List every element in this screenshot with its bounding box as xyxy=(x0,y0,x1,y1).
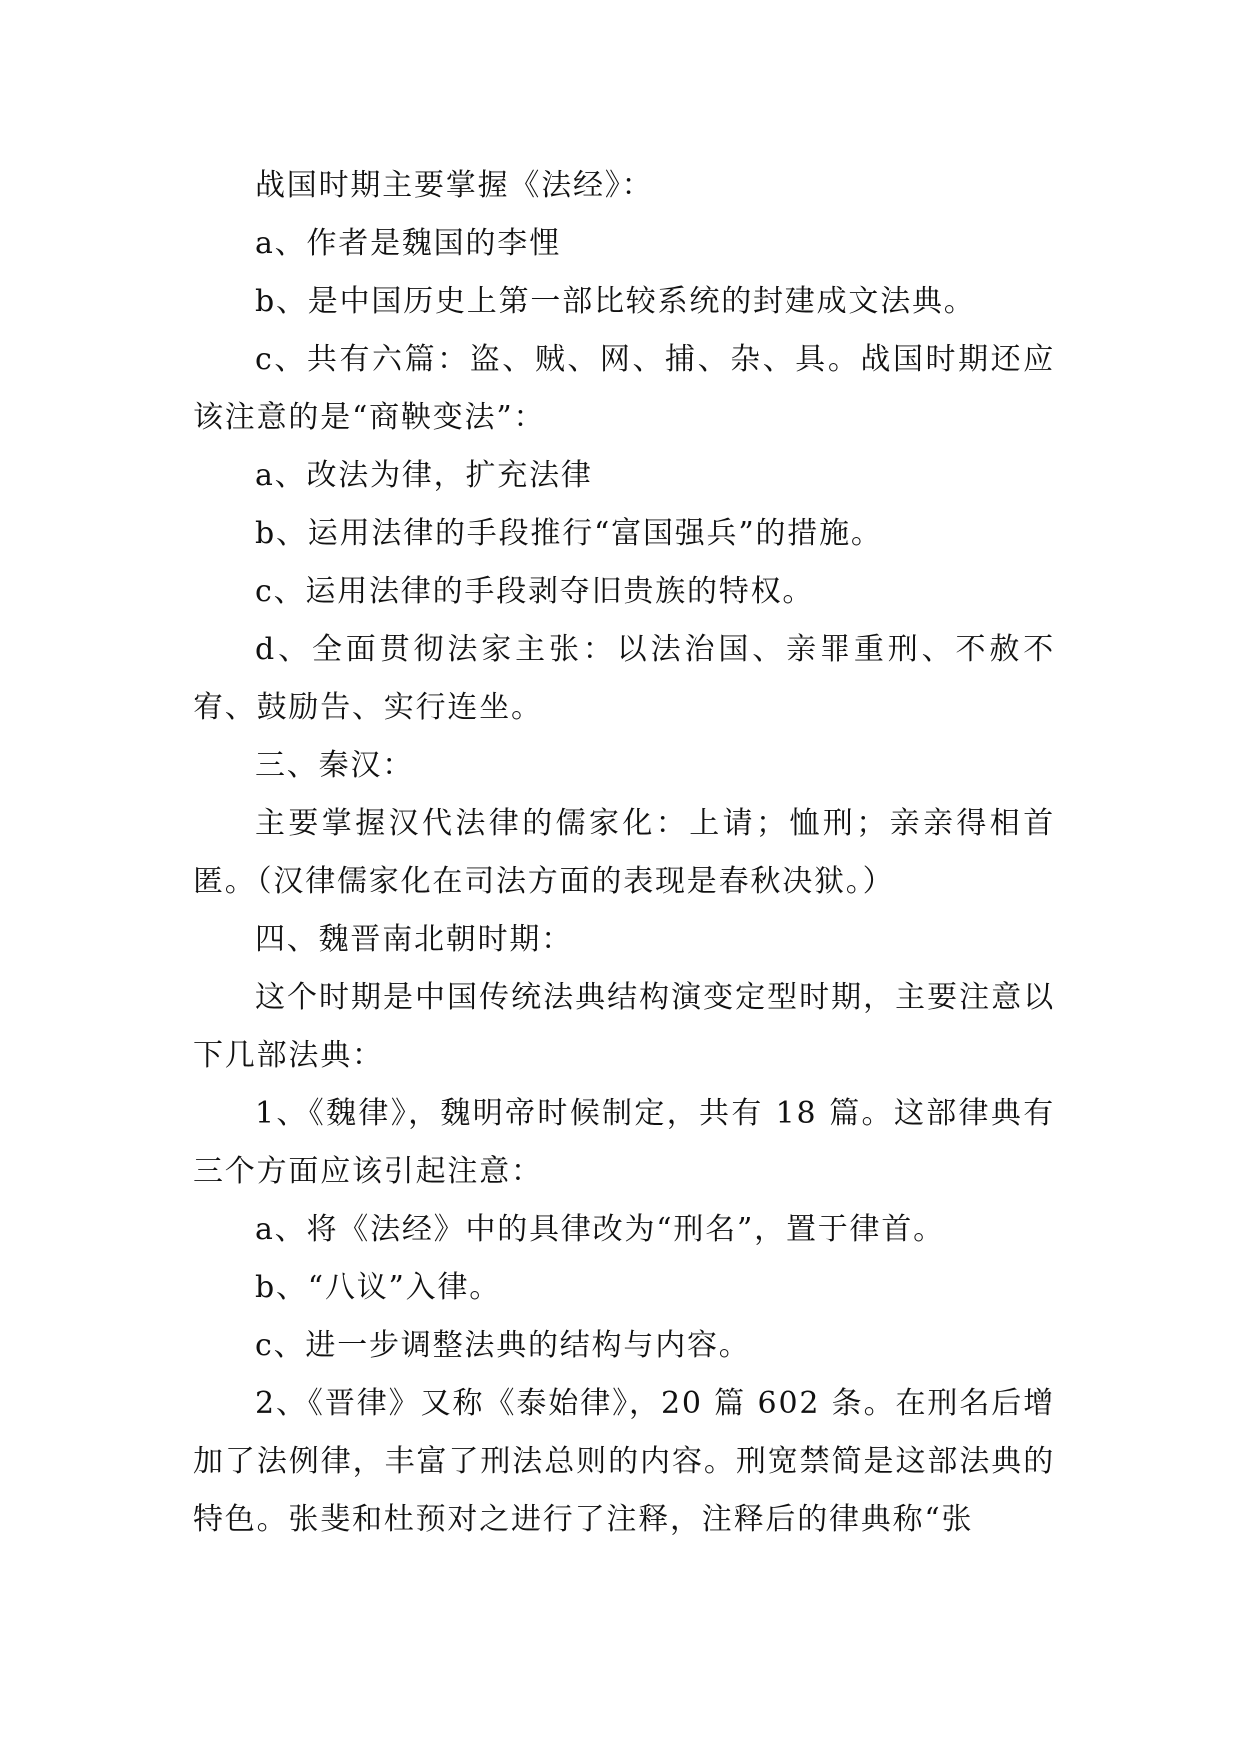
paragraph-shangyang-reform-d: d、全面贯彻法家主张：以法治国、亲罪重刑、不赦不宥、鼓励告、实行连坐。 xyxy=(193,632,1055,725)
paragraph-wei-jin-intro: 这个时期是中国传统法典结构演变定型时期，主要注意以下几部法典： xyxy=(193,980,1055,1073)
paragraph-weilv-c: c、进一步调整法典的结构与内容。 xyxy=(255,1328,751,1363)
paragraph-han-confucianization: 主要掌握汉代法律的儒家化：上请；恤刑；亲亲得相首匿。（汉律儒家化在司法方面的表现是春秋决狱。） xyxy=(193,806,1055,899)
paragraph-warring-states-fajing: 战国时期主要掌握《法经》： xyxy=(255,168,654,203)
paragraph-shangyang-reform-a: a、改法为律，扩充法律 xyxy=(255,458,593,493)
heading-qin-han: 三、秦汉： xyxy=(255,748,414,783)
paragraph-fajing-author: a、作者是魏国的李悝 xyxy=(255,226,561,261)
paragraph-fajing-six-chapters: c、共有六篇：盗、贼、网、捕、杂、具。战国时期还应该注意的是“商鞅变法”： xyxy=(193,342,1055,435)
paragraph-weilv-b: b、“八议”入律。 xyxy=(255,1270,502,1305)
paragraph-shangyang-reform-b: b、运用法律的手段推行“富国强兵”的措施。 xyxy=(255,516,883,551)
paragraph-jinlv: 2、《晋律》又称《泰始律》，20 篇 602 条。在刑名后增加了法例律，丰富了刑法总则的内容。刑宽禁简是这部法典的特色。张斐和杜预对之进行了注释，注释后的律典称“张 xyxy=(193,1386,1055,1537)
paragraph-fajing-first-code: b、是中国历史上第一部比较系统的封建成文法典。 xyxy=(255,284,976,319)
paragraph-weilv-a: a、将《法经》中的具律改为“刑名”，置于律首。 xyxy=(255,1212,945,1247)
paragraph-weilv: 1、《魏律》，魏明帝时候制定，共有 18 篇。这部律典有三个方面应该引起注意： xyxy=(193,1096,1055,1189)
paragraph-shangyang-reform-c: c、运用法律的手段剥夺旧贵族的特权。 xyxy=(255,574,815,609)
heading-wei-jin: 四、魏晋南北朝时期： xyxy=(255,922,573,957)
document-page xyxy=(193,157,1055,1549)
